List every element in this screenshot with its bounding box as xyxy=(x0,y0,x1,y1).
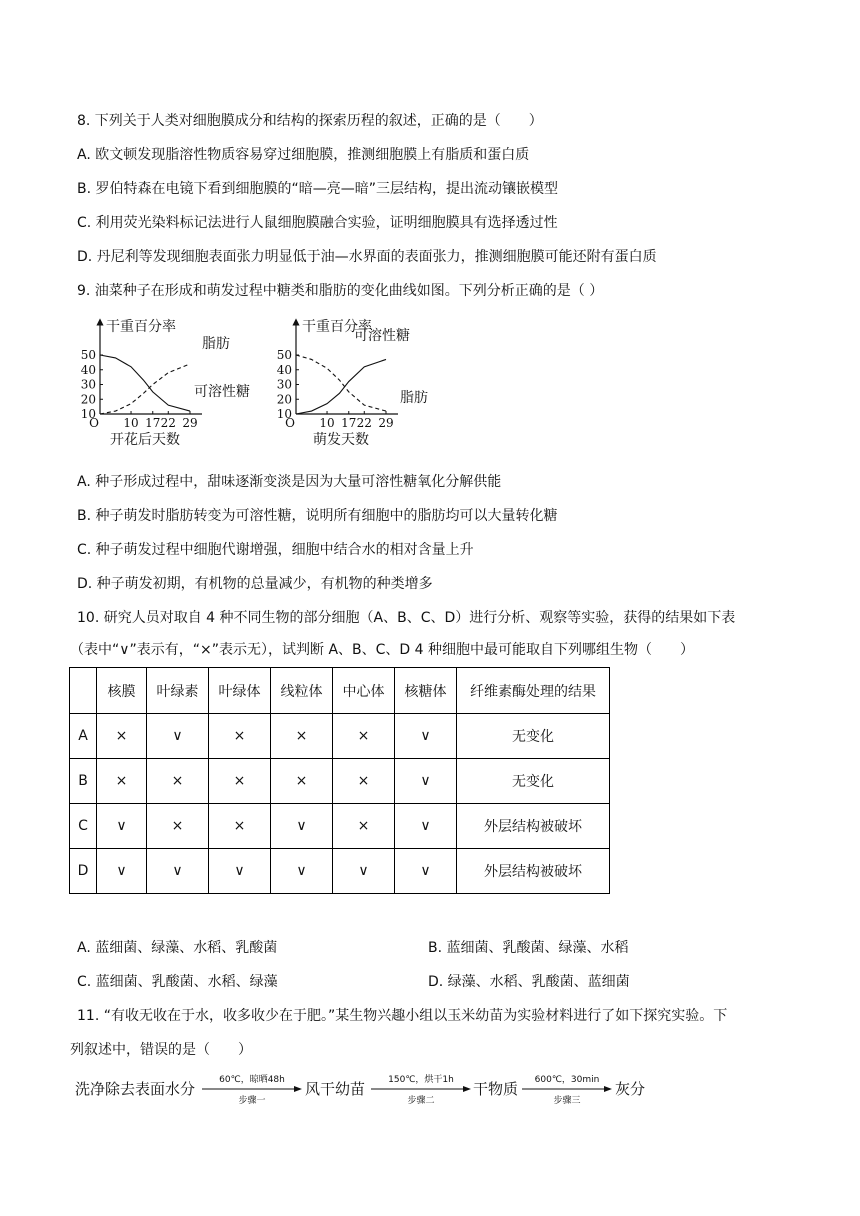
x-tick-label: 10 xyxy=(123,416,139,430)
flow-arrow-step2-label: 步骤二 xyxy=(407,1096,435,1106)
q10-option-a: A. 蓝细菌、绿藻、水稻、乳酸菌 xyxy=(77,940,278,956)
table-cell: × xyxy=(147,804,209,849)
y-axis-label: 干重百分率 xyxy=(302,319,372,335)
table-cell: 无变化 xyxy=(457,759,610,804)
table-cell: ∨ xyxy=(97,849,147,894)
arrow-right-icon xyxy=(371,1085,471,1093)
flow-arrow-step1-label: 步骤一 xyxy=(238,1096,266,1106)
table-cell: × xyxy=(209,714,271,759)
series-label: 可溶性糖 xyxy=(194,384,250,400)
table-cell: 外层结构被破坏 xyxy=(457,804,610,849)
table-row-label: C xyxy=(70,804,97,849)
series-label: 脂肪 xyxy=(202,336,230,352)
table-cell: × xyxy=(271,714,333,759)
table-row-label: D xyxy=(70,849,97,894)
table-header-cell: 叶绿体 xyxy=(209,668,271,714)
table-cell: ∨ xyxy=(271,849,333,894)
y-tick-label: 40 xyxy=(80,362,96,377)
y-tick-label: 30 xyxy=(80,377,96,392)
series-line-dashed xyxy=(296,355,386,411)
flow-node-washed: 洗净除去表面水分 xyxy=(75,1080,196,1098)
q9-option-a: A. 种子形成过程中，甜味逐渐变淡是因为大量可溶性糖氧化分解供能 xyxy=(77,474,502,490)
flow-node-dry-matter: 干物质 xyxy=(473,1080,519,1098)
table-cell: ∨ xyxy=(395,804,457,849)
table-header-cell: 线粒体 xyxy=(271,668,333,714)
table-cell: × xyxy=(209,759,271,804)
table-header-row xyxy=(70,668,610,714)
table-cell: ∨ xyxy=(395,714,457,759)
series-line-solid xyxy=(100,355,190,411)
q10-option-c: C. 蓝细菌、乳酸菌、水稻、绿藻 xyxy=(77,974,278,990)
table-cell: × xyxy=(333,759,395,804)
flow-node-ash: 灰分 xyxy=(615,1080,646,1098)
table-header-cell: 叶绿素 xyxy=(147,668,209,714)
arrow-right-icon xyxy=(522,1085,612,1093)
q11-flow xyxy=(75,1070,715,1106)
table-row xyxy=(70,714,610,759)
q9-option-d: D. 种子萌发初期，有机物的总量减少，有机物的种类增多 xyxy=(77,576,433,592)
x-tick-label: 22 xyxy=(160,416,176,430)
q9-option-b: B. 种子萌发时脂肪转变为可溶性糖，说明所有细胞中的脂肪均可以大量转化糖 xyxy=(77,508,558,524)
y-tick-label: 10 xyxy=(80,407,96,421)
flow-arrow-step3-label: 步骤三 xyxy=(553,1096,581,1106)
table-header-cell: 核膜 xyxy=(97,668,147,714)
table-row-label: A xyxy=(70,714,97,759)
series-line-dashed xyxy=(100,364,190,414)
arrow-right-icon xyxy=(202,1085,302,1093)
q8-stem: 8. 下列关于人类对细胞膜成分和结构的探索历程的叙述，正确的是（ ） xyxy=(77,113,543,129)
series-label: 脂肪 xyxy=(400,390,428,406)
table-header-cell: 中心体 xyxy=(333,668,395,714)
y-tick-label: 50 xyxy=(80,348,96,362)
table-cell: × xyxy=(271,759,333,804)
table-cell: ∨ xyxy=(97,804,147,849)
q8-option-d: D. 丹尼利等发现细胞表面张力明显低于油—水界面的表面张力，推测细胞膜可能还附有蛋白质 xyxy=(77,249,657,265)
y-tick-label: 20 xyxy=(80,392,96,407)
flow-arrow-step1-condition: 60℃，晾晒48h xyxy=(219,1075,285,1085)
table-row xyxy=(70,759,610,804)
q11-stem-line1: 11. “有收无收在于水，收多收少在于肥。”某生物兴趣小组以玉米幼苗为实验材料进行了如下探究实验。下 xyxy=(77,1008,728,1024)
flow-arrow-step2 xyxy=(371,1070,471,1106)
table-cell: ∨ xyxy=(271,804,333,849)
q11-stem-line2: 列叙述中，错误的是（ ） xyxy=(70,1042,252,1058)
table-cell: ∨ xyxy=(209,849,271,894)
table-cell: 外层结构被破坏 xyxy=(457,849,610,894)
y-tick-label: 40 xyxy=(276,362,292,377)
flow-arrow-step1 xyxy=(202,1070,302,1106)
series-line-solid xyxy=(296,359,386,414)
x-tick-label: 10 xyxy=(319,416,335,430)
x-tick-label: 29 xyxy=(182,416,198,430)
x-axis-label: 开花后天数 xyxy=(110,432,180,448)
q10-option-b: B. 蓝细菌、乳酸菌、绿藻、水稻 xyxy=(428,940,629,956)
flow-arrow-step3-condition: 600℃，30min xyxy=(534,1075,600,1085)
table-header-cell xyxy=(70,668,97,714)
q9-chart-figure xyxy=(78,308,428,458)
y-tick-label: 20 xyxy=(276,392,292,407)
origin-label: O xyxy=(89,416,99,430)
flow-node-air-dried-seedlings: 风干幼苗 xyxy=(305,1080,366,1098)
x-tick-label: 17 xyxy=(145,416,161,430)
table-row xyxy=(70,804,610,849)
table-cell: × xyxy=(97,714,147,759)
table-row-label: B xyxy=(70,759,97,804)
q8-option-c: C. 利用荧光染料标记法进行人鼠细胞膜融合实验，证明细胞膜具有选择透过性 xyxy=(77,215,558,231)
table-cell: × xyxy=(147,759,209,804)
q8-option-b: B. 罗伯特森在电镜下看到细胞膜的“暗—亮—暗”三层结构，提出流动镶嵌模型 xyxy=(77,181,559,197)
origin-label: O xyxy=(285,416,295,430)
q10-table xyxy=(69,667,610,894)
table-cell: ∨ xyxy=(147,714,209,759)
y-tick-label: 10 xyxy=(276,407,292,421)
table-cell: ∨ xyxy=(395,759,457,804)
table-cell: × xyxy=(333,804,395,849)
q8-option-a: A. 欧文顿发现脂溶性物质容易穿过细胞膜，推测细胞膜上有脂质和蛋白质 xyxy=(77,147,530,163)
flow-arrow-step3 xyxy=(522,1070,612,1106)
y-axis-label: 干重百分率 xyxy=(106,319,176,335)
y-tick-label: 30 xyxy=(276,377,292,392)
flow-arrow-step2-condition: 150℃，烘干1h xyxy=(388,1075,454,1085)
x-axis-label: 萌发天数 xyxy=(313,432,369,448)
q10-stem-line1: 10. 研究人员对取自 4 种不同生物的部分细胞（A、B、C、D）进行分析、观察等实验，获得的结果如下表 xyxy=(77,610,736,626)
table-header-cell: 纤维素酶处理的结果 xyxy=(457,668,610,714)
x-tick-label: 29 xyxy=(378,416,394,430)
q10-stem-line2: （表中“∨”表示有，“×”表示无），试判断 A、B、C、D 4 种细胞中最可能取自下列哪组生物（ ） xyxy=(70,642,694,658)
q10-option-d: D. 绿藻、水稻、乳酸菌、蓝细菌 xyxy=(428,974,630,990)
q9-option-c: C. 种子萌发过程中细胞代谢增强，细胞中结合水的相对含量上升 xyxy=(77,542,474,558)
table-cell: ∨ xyxy=(395,849,457,894)
table-cell: 无变化 xyxy=(457,714,610,759)
table-cell: ∨ xyxy=(333,849,395,894)
table-cell: × xyxy=(333,714,395,759)
table-header-cell: 核糖体 xyxy=(395,668,457,714)
x-tick-label: 22 xyxy=(356,416,372,430)
table-cell: ∨ xyxy=(147,849,209,894)
table-cell: × xyxy=(209,804,271,849)
series-label: 可溶性糖 xyxy=(354,328,410,344)
y-tick-label: 50 xyxy=(276,348,292,362)
x-tick-label: 17 xyxy=(341,416,357,430)
q9-stem: 9. 油菜种子在形成和萌发过程中糖类和脂肪的变化曲线如图。下列分析正确的是（ ） xyxy=(77,283,604,299)
table-cell: × xyxy=(97,759,147,804)
table-row xyxy=(70,849,610,894)
